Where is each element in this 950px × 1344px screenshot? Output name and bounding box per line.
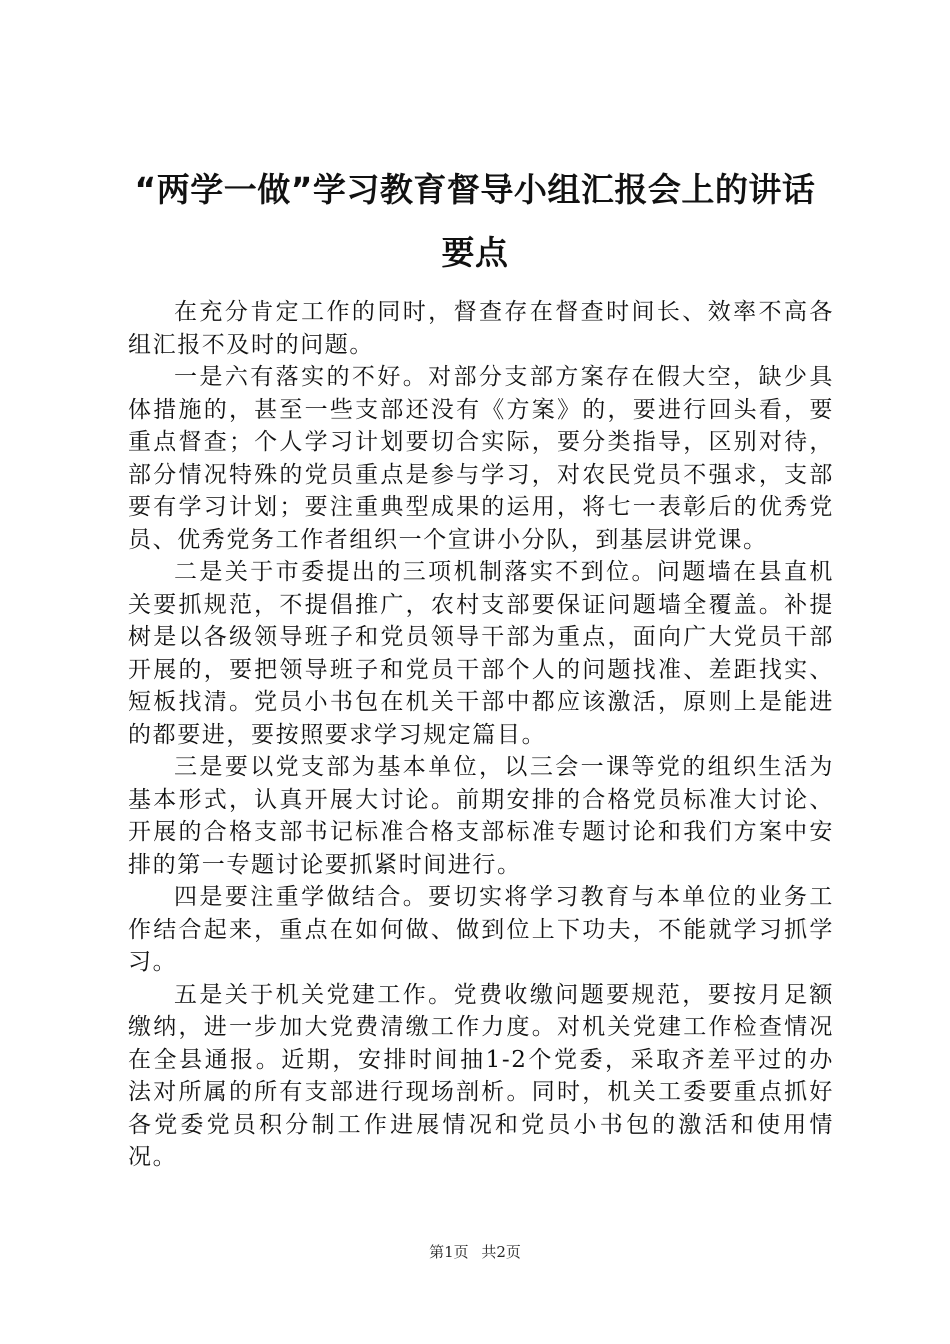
page-footer — [0, 1241, 950, 1263]
paragraph-point-three: 三是要以党支部为基本单位，以三会一课等党的组织生活为基本形式，认真开展大讨论。前期安排的合格党员标准大讨论、开展的合格支部书记标准合格支部标准专题讨论和我们方案中安排的第一专题讨论要抓紧时间进行。 — [128, 754, 834, 878]
paragraph-point-five: 五是关于机关党建工作。党费收缴问题要规范，要按月足额缴纳，进一步加大党费清缴工作力度。对机关党建工作检查情况在全县通报。近期，安排时间抽1-2个党委，采取齐差平过的办法对所属的所有支部进行现场剖析。同时，机关工委要重点抓好各党委党员积分制工作进展情况和党员小书包的激活和使用情况。 — [128, 981, 834, 1170]
page-number-current: 第1页 — [429, 1243, 469, 1261]
paragraph-intro: 在充分肯定工作的同时，督查存在督查时间长、效率不高各组汇报不及时的问题。 — [128, 299, 834, 358]
document-title: “两学一做”学习教育督导小组汇报会上的讲话要点 — [134, 170, 816, 272]
paragraph-point-two: 二是关于市委提出的三项机制落实不到位。问题墙在县直机关要抓规范，不提倡推广，农村支部要保证问题墙全覆盖。补提树是以各级领导班子和党员领导干部为重点，面向广大党员干部开展的，要把领导班子和党员干部个人的问题找准、差距找实、短板找清。党员小书包在机关干部中都应该激活，原则上是能进的都要进，要按照要求学习规定篇目。 — [128, 559, 834, 748]
paragraph-point-one: 一是六有落实的不好。对部分支部方案存在假大空，缺少具体措施的，甚至一些支部还没有《方案》的，要进行回头看，要重点督查；个人学习计划要切合实际，要分类指导，区别对待，部分情况特殊的党员重点是参与学习，对农民党员不强求，支部要有学习计划；要注重典型成果的运用，将七一表彰后的优秀党员、优秀党务工作者组织一个宣讲小分队，到基层讲党课。 — [128, 364, 834, 553]
paragraph-point-four: 四是要注重学做结合。要切实将学习教育与本单位的业务工作结合起来，重点在如何做、做到位上下功夫，不能就学习抓学习。 — [128, 884, 834, 975]
page-number-total: 共2页 — [481, 1243, 521, 1261]
document-body — [128, 296, 834, 1174]
